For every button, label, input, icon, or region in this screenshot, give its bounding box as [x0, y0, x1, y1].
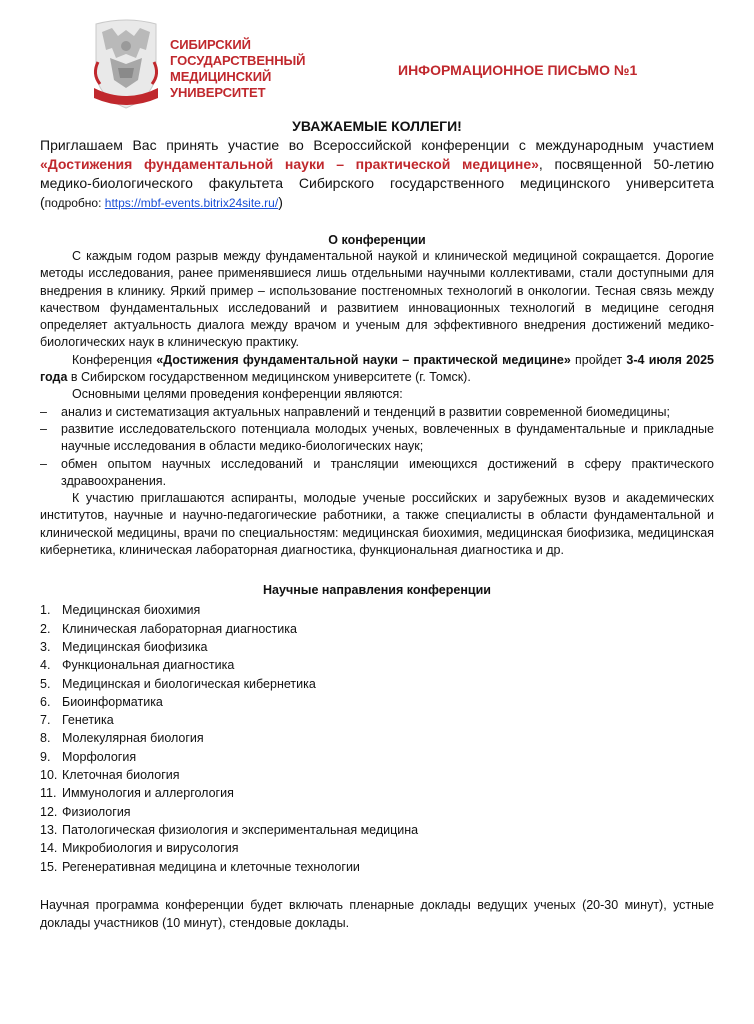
item-number: 10.: [40, 768, 58, 783]
p2-tail: в Сибирском государственном медицинском университете (г. Томск).: [67, 370, 471, 385]
university-logo-icon: [88, 18, 164, 110]
list-item: [40, 656, 714, 674]
item-number: 1.: [40, 603, 51, 618]
goal-item: – развитие исследовательского потенциала молодых ученых, вовлеченных в фундаментальные и прикладные научные исследования в области медико-биологических наук;: [40, 421, 714, 456]
list-item: [40, 638, 714, 656]
goal-item: – анализ и систематизация актуальных направлений и тенденций в развитии современной биомедицины;: [40, 404, 714, 421]
about-paragraph-2: [40, 352, 714, 387]
conference-website-link[interactable]: https://mbf-events.bitrix24site.ru/: [104, 196, 279, 210]
invite-lead: Приглашаем Вас принять участие во Всероссийской конференции с международным участием: [40, 137, 714, 153]
directions-title: Научные направления конференции: [263, 583, 491, 598]
invite-close-paren: ): [278, 194, 283, 210]
item-label: Микробиология и вирусология: [62, 841, 239, 856]
list-item: [40, 839, 714, 857]
about-section-title: О конференции: [328, 233, 426, 247]
item-number: 9.: [40, 749, 51, 764]
university-name: [170, 37, 305, 101]
list-item: [40, 675, 714, 693]
letter-header: [40, 0, 714, 118]
item-label: Иммунология и аллергология: [62, 786, 234, 801]
list-item: [40, 748, 714, 766]
goals-list: [40, 404, 714, 490]
item-number: 12.: [40, 804, 58, 819]
closing-paragraph: Научная программа конференции будет включать пленарные доклады ведущих ученых (20-30 минут), устные доклады участников (10 минут), стендовые доклады.: [40, 897, 714, 930]
p2-lead: Конференция: [72, 352, 157, 367]
about-section: [40, 248, 714, 559]
about-paragraph-4: К участию приглашаются аспиранты, молодые ученые российских и зарубежных вузов и академических институтов, научные и научно-педагогические работники, а также специалисты в области фундаментальной и клинической медицины, врачи по специальностям: медицинская биохимия, медицинская биофизика, медицинская кибернетика, клиническая лабораторная диагностика, функциональная диагностика и др.: [40, 491, 714, 558]
list-item: [40, 766, 714, 784]
p2-mid: пройдет: [570, 352, 627, 367]
item-label: Клеточная биология: [62, 768, 180, 783]
item-label: Медицинская биофизика: [62, 639, 208, 654]
list-item: [40, 803, 714, 821]
item-label: Медицинская биохимия: [62, 603, 201, 618]
list-item: [40, 601, 714, 619]
item-number: 6.: [40, 694, 51, 709]
university-name-line: СИБИРСКИЙ: [170, 37, 251, 52]
item-label: Клиническая лабораторная диагностика: [62, 621, 297, 636]
details-prefix: подробно:: [44, 196, 105, 210]
item-label: Генетика: [62, 713, 114, 728]
item-label: Биоинформатика: [62, 694, 163, 709]
list-item: [40, 821, 714, 839]
item-label: Регенеративная медицина и клеточные технологии: [62, 859, 360, 874]
item-label: Морфология: [62, 749, 137, 764]
about-paragraph-3: Основными целями проведения конференции являются:: [72, 387, 403, 402]
list-item: [40, 620, 714, 638]
list-item: [40, 858, 714, 876]
university-name-line: УНИВЕРСИТЕТ: [170, 85, 266, 100]
item-label: Молекулярная биология: [62, 731, 204, 746]
invite-after-name: , посвященной 50-летию медико-биологического факультета Сибирского государственного медицинского университета (: [40, 156, 714, 210]
goal-item: – обмен опытом научных исследований и трансляции имеющихся достижений в сферу практического здравоохранения.: [40, 456, 714, 491]
directions-list: [40, 601, 714, 875]
item-number: 13.: [40, 822, 58, 837]
item-label: Функциональная диагностика: [62, 658, 235, 673]
university-name-line: ГОСУДАРСТВЕННЫЙ: [170, 53, 306, 68]
item-number: 2.: [40, 621, 51, 636]
item-number: 15.: [40, 859, 58, 874]
list-item: [40, 729, 714, 747]
item-number: 14.: [40, 841, 58, 856]
item-number: 8.: [40, 731, 51, 746]
p2-conference-name: «Достижения фундаментальной науки – практической медицине»: [156, 352, 571, 367]
list-item: [40, 784, 714, 802]
item-number: 11.: [40, 786, 57, 801]
item-label: Патологическая физиология и экспериментальная медицина: [62, 822, 419, 837]
university-name-line: МЕДИЦИНСКИЙ: [170, 69, 272, 84]
conference-name: «Достижения фундаментальной науки – практической медицине»: [40, 156, 539, 172]
item-number: 5.: [40, 676, 51, 691]
about-paragraph-1: С каждым годом разрыв между фундаментальной наукой и клинической медициной сокращается. Дорогие методы исследования, ранее применявшиеся лишь отдельными научными коллективами, стали доступными для внедрения в клинику. Яркий пример – использование постгеномных технологий в онкологии. Тесная связь между качеством фундаментальных исследований и развитием инновационных технологий в медицине сегодня определяет актуальность диалога между врачом и ученым для эффективного внедрения достижений медико-биологических наук в клиническую практику.: [40, 249, 714, 350]
greeting: УВАЖАЕМЫЕ КОЛЛЕГИ!: [292, 118, 462, 134]
item-number: 4.: [40, 658, 51, 673]
list-item: [40, 711, 714, 729]
item-label: Медицинская и биологическая кибернетика: [62, 676, 316, 691]
list-item: [40, 693, 714, 711]
item-number: 3.: [40, 639, 51, 654]
item-label: Физиология: [62, 804, 131, 819]
letter-title: ИНФОРМАЦИОННОЕ ПИСЬМО №1: [398, 62, 638, 78]
invitation-paragraph: [40, 136, 714, 213]
item-number: 7.: [40, 713, 51, 728]
conference-date: 3-4 июля 2025 года: [40, 352, 714, 385]
